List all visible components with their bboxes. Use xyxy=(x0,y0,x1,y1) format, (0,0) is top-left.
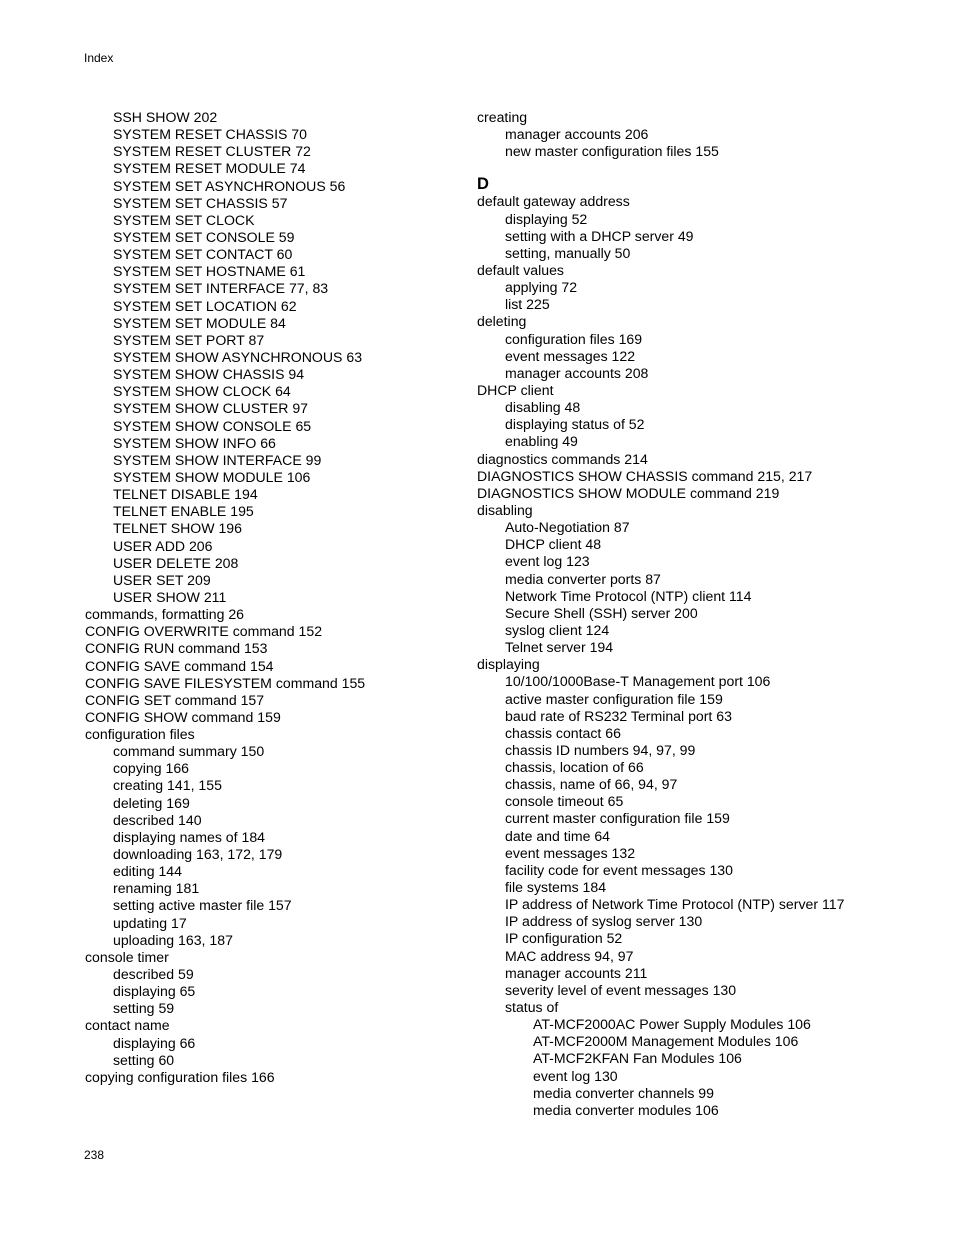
index-subentry: 10/100/1000Base-T Management port 106 xyxy=(505,673,771,690)
index-subentry: setting active master file 157 xyxy=(113,897,292,914)
index-subentry: SYSTEM RESET MODULE 74 xyxy=(113,160,306,177)
index-subentry: displaying status of 52 xyxy=(505,416,645,433)
index-subentry: SYSTEM SHOW MODULE 106 xyxy=(113,468,311,485)
index-subentry: SYSTEM SET ASYNCHRONOUS 56 xyxy=(113,177,346,194)
index-subentry: setting, manually 50 xyxy=(505,244,631,261)
index-subentry: command summary 150 xyxy=(113,743,265,760)
index-subentry: active master configuration file 159 xyxy=(505,690,723,707)
index-subentry: SYSTEM SET MODULE 84 xyxy=(113,314,286,331)
index-subentry: MAC address 94, 97 xyxy=(505,947,634,964)
index-subentry: SYSTEM SHOW CHASSIS 94 xyxy=(113,366,305,383)
index-subentry: Network Time Protocol (NTP) client 114 xyxy=(505,587,752,604)
index-entry: contact name xyxy=(85,1017,170,1034)
index-subentry: TELNET DISABLE 194 xyxy=(113,486,258,503)
index-subentry: applying 72 xyxy=(505,279,578,296)
index-subentry: SYSTEM SHOW CONSOLE 65 xyxy=(113,417,312,434)
index-subentry: severity level of event messages 130 xyxy=(505,981,737,998)
index-subentry: SYSTEM SHOW CLUSTER 97 xyxy=(113,400,309,417)
index-subentry: Secure Shell (SSH) server 200 xyxy=(505,604,698,621)
index-column-right xyxy=(477,109,937,1119)
index-entry: CONFIG RUN command 153 xyxy=(85,640,268,657)
index-entry: DHCP client xyxy=(477,381,554,398)
index-subentry: media converter ports 87 xyxy=(505,570,661,587)
index-subentry: USER DELETE 208 xyxy=(113,554,239,571)
index-subentry: IP address of Network Time Protocol (NTP) server 117 xyxy=(505,896,845,913)
index-subentry: Auto-Negotiation 87 xyxy=(505,519,630,536)
index-subentry: described 140 xyxy=(113,811,202,828)
index-subentry: USER SHOW 211 xyxy=(113,588,227,605)
index-subentry: SYSTEM SET INTERFACE 77, 83 xyxy=(113,280,329,297)
index-subentry: SYSTEM SET CONSOLE 59 xyxy=(113,228,295,245)
index-subentry: disabling 48 xyxy=(505,399,581,416)
index-subentry: SSH SHOW 202 xyxy=(113,109,218,125)
index-subentry: creating 141, 155 xyxy=(113,777,222,794)
index-subentry: deleting 169 xyxy=(113,794,190,811)
index-subentry: manager accounts 206 xyxy=(505,126,649,143)
index-subentry: uploading 163, 187 xyxy=(113,931,233,948)
page-number: 238 xyxy=(84,1148,105,1162)
index-subentry: SYSTEM SET CONTACT 60 xyxy=(113,246,293,263)
index-subentry: SYSTEM SHOW CLOCK 64 xyxy=(113,383,291,400)
index-subentry: renaming 181 xyxy=(113,880,200,897)
index-subentry: event log 123 xyxy=(505,553,590,570)
index-subentry: SYSTEM SHOW INTERFACE 99 xyxy=(113,451,322,468)
index-subentry: Telnet server 194 xyxy=(505,639,614,656)
index-subentry: enabling 49 xyxy=(505,433,578,450)
index-subentry: date and time 64 xyxy=(505,827,610,844)
index-entry: deleting xyxy=(477,313,527,330)
index-subentry: facility code for event messages 130 xyxy=(505,861,733,878)
index-subentry: new master configuration files 155 xyxy=(505,143,719,160)
index-subentry: TELNET ENABLE 195 xyxy=(113,503,254,520)
index-subentry: SYSTEM SET HOSTNAME 61 xyxy=(113,263,306,280)
index-subentry: manager accounts 208 xyxy=(505,364,649,381)
index-subentry: editing 144 xyxy=(113,863,182,880)
index-subentry: console timeout 65 xyxy=(505,793,624,810)
index-subentry: displaying 52 xyxy=(505,210,588,227)
index-entry: diagnostics commands 214 xyxy=(477,450,648,467)
index-subentry: baud rate of RS232 Terminal port 63 xyxy=(505,707,732,724)
index-subentry: list 225 xyxy=(505,296,550,313)
index-entry: DIAGNOSTICS SHOW MODULE command 219 xyxy=(477,484,780,501)
index-subentry: USER SET 209 xyxy=(113,571,211,588)
index-subentry: DHCP client 48 xyxy=(505,536,602,553)
index-subentry: chassis ID numbers 94, 97, 99 xyxy=(505,741,696,758)
index-subentry: described 59 xyxy=(113,966,194,983)
index-subentry: file systems 184 xyxy=(505,879,607,896)
index-subentry: SYSTEM SET PORT 87 xyxy=(113,331,265,348)
index-subentry: event messages 132 xyxy=(505,844,636,861)
index-subentry: SYSTEM RESET CLUSTER 72 xyxy=(113,143,311,160)
index-letter-heading: D xyxy=(477,175,489,194)
index-subentry: downloading 163, 172, 179 xyxy=(113,846,283,863)
index-subentry: setting with a DHCP server 49 xyxy=(505,227,694,244)
index-subsubentry: AT-MCF2000M Management Modules 106 xyxy=(533,1033,799,1050)
index-entry: default values xyxy=(477,261,564,278)
index-column-left xyxy=(85,109,465,1086)
index-subentry: SYSTEM SET CHASSIS 57 xyxy=(113,194,288,211)
index-subentry: chassis contact 66 xyxy=(505,724,621,741)
index-subentry: SYSTEM SHOW ASYNCHRONOUS 63 xyxy=(113,348,363,365)
index-subentry: setting 60 xyxy=(113,1051,175,1068)
running-header: Index xyxy=(84,51,114,65)
index-subentry: manager accounts 211 xyxy=(505,964,648,981)
index-subsubentry: AT-MCF2KFAN Fan Modules 106 xyxy=(533,1050,742,1067)
index-subentry: IP address of syslog server 130 xyxy=(505,913,703,930)
index-subsubentry: event log 130 xyxy=(533,1067,618,1084)
index-entry: DIAGNOSTICS SHOW CHASSIS command 215, 217 xyxy=(477,467,813,484)
index-entry: configuration files xyxy=(85,726,195,743)
index-subentry: updating 17 xyxy=(113,914,187,931)
index-subentry: status of xyxy=(505,999,559,1016)
index-entry: disabling xyxy=(477,501,533,518)
index-subentry: USER ADD 206 xyxy=(113,537,213,554)
index-subsubentry: media converter modules 106 xyxy=(533,1101,719,1118)
index-subentry: syslog client 124 xyxy=(505,621,610,638)
index-entry: CONFIG SAVE FILESYSTEM command 155 xyxy=(85,674,366,691)
index-entry: CONFIG OVERWRITE command 152 xyxy=(85,623,323,640)
index-entry: CONFIG SAVE command 154 xyxy=(85,657,274,674)
index-subentry: displaying names of 184 xyxy=(113,828,265,845)
index-entry: default gateway address xyxy=(477,193,630,210)
index-subentry: chassis, name of 66, 94, 97 xyxy=(505,776,678,793)
index-subentry: SYSTEM SHOW INFO 66 xyxy=(113,434,276,451)
index-subentry: configuration files 169 xyxy=(505,330,643,347)
index-subentry: chassis, location of 66 xyxy=(505,759,644,776)
index-entry: displaying xyxy=(477,656,540,673)
index-entry: creating xyxy=(477,109,528,125)
index-entry: CONFIG SHOW command 159 xyxy=(85,708,281,725)
index-subentry: displaying 65 xyxy=(113,983,196,1000)
index-subentry: copying 166 xyxy=(113,760,190,777)
index-subentry: current master configuration file 159 xyxy=(505,810,730,827)
index-subentry: setting 59 xyxy=(113,1000,175,1017)
index-subentry: SYSTEM SET LOCATION 62 xyxy=(113,297,297,314)
index-subsubentry: media converter channels 99 xyxy=(533,1084,714,1101)
index-subentry: SYSTEM RESET CHASSIS 70 xyxy=(113,126,307,143)
index-subentry: IP configuration 52 xyxy=(505,930,623,947)
index-subentry: SYSTEM SET CLOCK xyxy=(113,211,255,228)
index-subsubentry: AT-MCF2000AC Power Supply Modules 106 xyxy=(533,1016,811,1033)
index-subentry: displaying 66 xyxy=(113,1034,196,1051)
index-entry: commands, formatting 26 xyxy=(85,606,245,623)
index-entry: console timer xyxy=(85,948,169,965)
index-entry: CONFIG SET command 157 xyxy=(85,691,265,708)
index-subentry: TELNET SHOW 196 xyxy=(113,520,242,537)
index-entry: copying configuration files 166 xyxy=(85,1068,275,1085)
index-subentry: event messages 122 xyxy=(505,347,636,364)
